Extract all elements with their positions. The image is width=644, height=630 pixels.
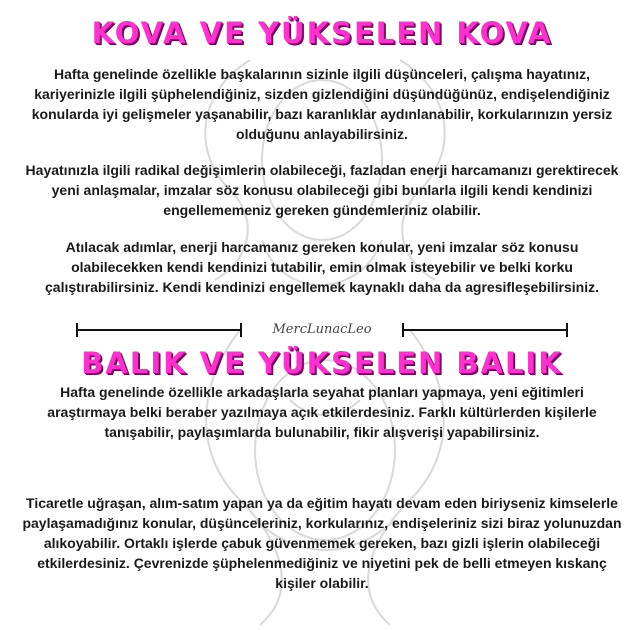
section-title-balik: BALIK VE YÜKSELEN BALIK [81,346,563,380]
author-signature: MercLunacLeo [272,322,372,337]
divider-cap-right-outer [566,323,568,337]
divider-line-right [403,329,568,331]
divider-line-left [76,329,241,331]
section-title-kova: KOVA VE YÜKSELEN KOVA [91,16,553,50]
kova-paragraph-2: Hayatınızla ilgili radikal değişimlerin olabileceği, fazladan enerji harcamanızı gerektirecek yeni anlaşmalar, imzalar söz konusu olabileceği gibi bunlarla ilgili kendi kendinizi engellememeniz gereken gündemleriniz olabilir. [25,162,619,218]
divider-cap-left-inner [240,323,242,337]
section-divider [76,320,568,340]
balik-paragraph-2: Ticaretle uğraşan, alım-satım yapan ya da eğitim hayatı devam eden biriyseniz kimselerle paylaşamadığınız konular, düşünceleriniz, korkularınız, endişeleriniz sizi biraz yolunuzdan alıkoyabilir. Ortaklı işlerde çabuk güvenmemek gereken, bazı gizli işlerin olabileceği etkilerdesiniz. Çevrenizde şüphelenmediğiniz ve niyetini pek de belli etmeyen kıskanç kişiler olabilir. [22,495,622,591]
balik-paragraph-1: Hafta genelinde özellikle arkadaşlarla seyahat planları yapmaya, yeni eğitimleri araştırmaya belki beraber yazılmaya açık etkilerdesiniz. Farklı kültürlerden kişilerle tanışabilir, paylaşımlarda bulunabilir, fikir alışverişi yapabilirsiniz. [47,384,597,440]
kova-paragraph-3: Atılacak adımlar, enerji harcamanız gereken konular, yeni imzalar söz konusu olabilecekken kendi kendinizi tutabilir, emin olmak isteyebilir ve belki korku çalıştırabilirsiniz. Kendi kendinizi engellemek kaynaklı daha da agresifleşebilirsiniz. [45,239,599,295]
kova-paragraph-1: Hafta genelinde özellikle başkalarının sizinle ilgili düşünceleri, çalışma hayatınız, kariyerinizle ilgili şüphelendiğiniz, sizden gizlendiğini düşündüğünüz, endişelendiğiniz konularda iyi gelişmeler yaşanabilir, bazı karanlıklar aydınlanabilir, korkularınızın yersiz olduğunu anlayabilirsiniz. [31,66,613,142]
